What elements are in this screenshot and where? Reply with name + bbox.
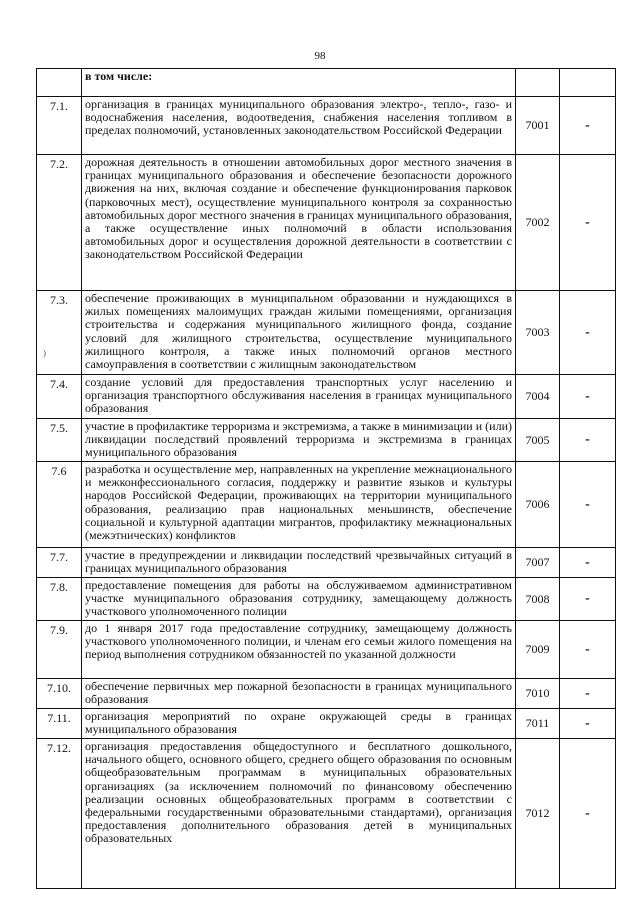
row-description: организация в границах муниципального образования электро-, тепло-, газо- и водоснабжения населения, водоотведения, снабжения населения топливом в пределах полномочий, установленных законодательством Российской Федерации (82, 97, 516, 155)
row-number: 7.12. (37, 739, 82, 889)
row-description: участие в предупреждении и ликвидации последствий чрезвычайных ситуаций в границах муниципального образования (82, 548, 516, 578)
row-number: 7.1. (37, 97, 82, 155)
row-code: 7010 (516, 679, 560, 709)
row-value: - (560, 739, 616, 889)
row-value: - (560, 679, 616, 709)
row-description: обеспечение проживающих в муниципальном образовании и нуждающихся в жилых помещениях малоимущих граждан жилыми помещениями, организация строительства и содержания муниципального жилищного фонда, создание условий для жилищного строительства, осуществление муниципального жилищного контроля, а также иных полномочий органов местного самоуправления в соответствии с жилищным законодательством (82, 291, 516, 375)
row-code: 7005 (516, 419, 560, 462)
row-number: 7.8. (37, 578, 82, 621)
row-number-cell (37, 69, 82, 97)
row-code: 7007 (516, 548, 560, 578)
row-value: - (560, 97, 616, 155)
row-code: 7006 (516, 462, 560, 548)
table-row (37, 155, 616, 291)
row-description: до 1 января 2017 года предоставление сотруднику, замещающему должность участкового уполномоченного полиции, и членам его семьи жилого помещения на период выполнения сотрудником обязанностей по указанной должности (82, 621, 516, 679)
row-number: 7.4. (37, 375, 82, 419)
row-code: 7004 (516, 375, 560, 419)
table-row (37, 97, 616, 155)
table-row (37, 548, 616, 578)
row-value: - (560, 155, 616, 291)
row-number: 7.5. (37, 419, 82, 462)
including-label: в том числе: (82, 69, 516, 97)
row-number: 7.7. (37, 548, 82, 578)
row-value: - (560, 578, 616, 621)
value-cell (560, 69, 616, 97)
table-row (37, 578, 616, 621)
row-value: - (560, 621, 616, 679)
table-row (37, 375, 616, 419)
row-code: 7009 (516, 621, 560, 679)
row-description: обеспечение первичных мер пожарной безопасности в границах муниципального образования (82, 679, 516, 709)
row-number: 7.6 (37, 462, 82, 548)
row-number: 7.3. (37, 291, 82, 375)
margin-mark: ) (43, 348, 46, 358)
row-code: 7001 (516, 97, 560, 155)
table-row (37, 419, 616, 462)
row-value: - (560, 375, 616, 419)
table-row (37, 621, 616, 679)
budget-table (36, 68, 616, 889)
row-code: 7002 (516, 155, 560, 291)
row-description: организация предоставления общедоступного и бесплатного дошкольного, начального общего, основного общего, среднего общего образования по основным общеобразовательным программам в муниципальных образовательных организациях (за исключением полномочий по финансовому обеспечению реализации основных общеобразовательных программ в соответствии с федеральными государственными образовательными стандартами), организация предоставления дополнительного образования детей в муниципальных образовательных (82, 739, 516, 889)
table-header-row (37, 69, 616, 97)
table-row (37, 709, 616, 739)
row-number: 7.10. (37, 679, 82, 709)
table-row (37, 739, 616, 889)
row-value: - (560, 291, 616, 375)
row-value: - (560, 419, 616, 462)
table-row (37, 462, 616, 548)
row-description: предоставление помещения для работы на обслуживаемом административном участке муниципального образования сотруднику, замещающему должность участкового уполномоченного полиции (82, 578, 516, 621)
table-row (37, 291, 616, 375)
row-number: 7.11. (37, 709, 82, 739)
row-description: создание условий для предоставления транспортных услуг населению и организация транспортного обслуживания населения в границах муниципального образования (82, 375, 516, 419)
row-number: 7.9. (37, 621, 82, 679)
code-cell (516, 69, 560, 97)
page-number: 98 (314, 50, 326, 62)
row-code: 7012 (516, 739, 560, 889)
row-value: - (560, 709, 616, 739)
row-description: разработка и осуществление мер, направленных на укрепление межнационального и межконфессионального согласия, поддержку и развитие языков и культуры народов Российской Федерации, проживающих на территории муниципального образования, реализацию прав национальных меньшинств, обеспечение социальной и культурной адаптации мигрантов, профилактику межнациональных (межэтнических) конфликтов (82, 462, 516, 548)
row-description: организация мероприятий по охране окружающей среды в границах муниципального образования (82, 709, 516, 739)
table-row (37, 679, 616, 709)
row-code: 7003 (516, 291, 560, 375)
row-number: 7.2. (37, 155, 82, 291)
row-code: 7011 (516, 709, 560, 739)
row-code: 7008 (516, 578, 560, 621)
row-description: участие в профилактике терроризма и экстремизма, а также в минимизации и (или) ликвидации последствий проявлений терроризма и экстремизма в границах муниципального образования (82, 419, 516, 462)
row-value: - (560, 462, 616, 548)
row-description: дорожная деятельность в отношении автомобильных дорог местного значения в границах муниципального образования и обеспечение безопасности дорожного движения на них, включая создание и обеспечение функционирования парковок (парковочных мест), осуществление муниципального контроля за сохранностью автомобильных дорог местного значения в границах муниципального образования, а также осуществление иных полномочий в области использования автомобильных дорог и осуществления дорожной деятельности в соответствии с законодательством Российской Федерации (82, 155, 516, 291)
row-value: - (560, 548, 616, 578)
